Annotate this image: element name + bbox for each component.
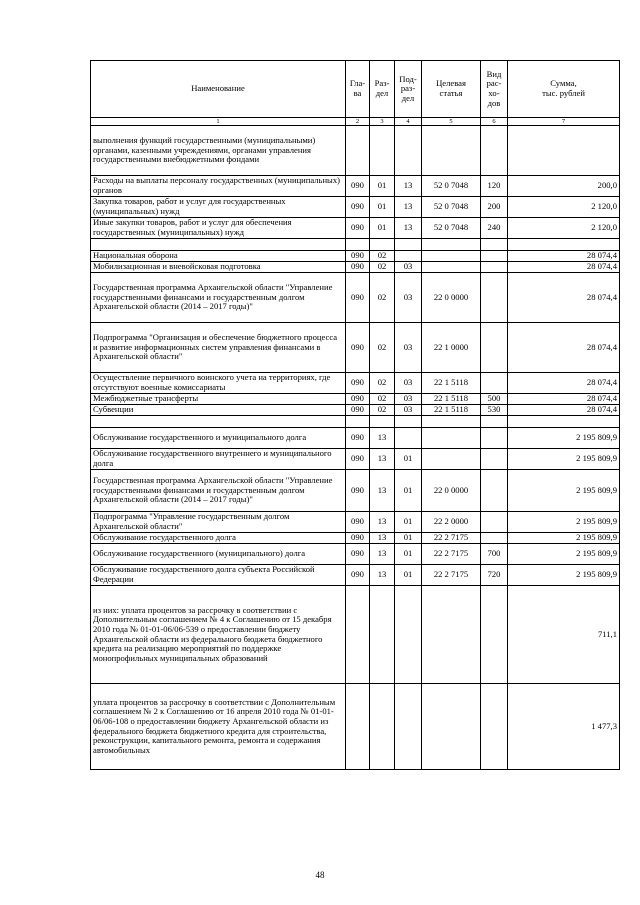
cell-name: Мобилизационная и вневойсковая подготовка bbox=[91, 262, 346, 273]
cell-summa: 2 195 809,9 bbox=[508, 449, 620, 470]
cell-tselevaya-statya bbox=[422, 449, 481, 470]
cell-name: Обслуживание государственного долга bbox=[91, 533, 346, 544]
cell-name: Межбюджетные трансферты bbox=[91, 394, 346, 405]
cell-vid-rashodov: 530 bbox=[481, 405, 508, 416]
table-row bbox=[91, 470, 620, 512]
cell-tselevaya-statya bbox=[422, 262, 481, 273]
table-row bbox=[91, 273, 620, 323]
cell-summa: 28 074,4 bbox=[508, 323, 620, 373]
cell-podrazdel bbox=[395, 586, 422, 684]
header-name: Наименование bbox=[91, 61, 346, 118]
cell-podrazdel: 13 bbox=[395, 176, 422, 197]
cell-podrazdel: 01 bbox=[395, 533, 422, 544]
cell-name: Расходы на выплаты персоналу государственных (муниципальных) органов bbox=[91, 176, 346, 197]
cell-vid-rashodov bbox=[481, 262, 508, 273]
header-podrazdel: Под- раз- дел bbox=[395, 61, 422, 118]
cell-name: Национальная оборона bbox=[91, 251, 346, 262]
cell-razdel bbox=[370, 586, 395, 684]
cell-tselevaya-statya: 22 1 5118 bbox=[422, 405, 481, 416]
cell-glava: 090 bbox=[346, 533, 370, 544]
cell-razdel: 02 bbox=[370, 405, 395, 416]
cell-glava: 090 bbox=[346, 323, 370, 373]
cell-razdel: 01 bbox=[370, 176, 395, 197]
cell-vid-rashodov bbox=[481, 533, 508, 544]
cell-glava bbox=[346, 586, 370, 684]
empty-cell bbox=[370, 239, 395, 251]
cell-razdel: 13 bbox=[370, 449, 395, 470]
cell-tselevaya-statya: 22 2 7175 bbox=[422, 533, 481, 544]
cell-tselevaya-statya bbox=[422, 126, 481, 176]
cell-vid-rashodov: 240 bbox=[481, 218, 508, 239]
cell-name: Закупка товаров, работ и услуг для государственных (муниципальных) нужд bbox=[91, 197, 346, 218]
cell-tselevaya-statya: 22 1 0000 bbox=[422, 323, 481, 373]
empty-cell bbox=[91, 416, 346, 428]
column-number: 2 bbox=[346, 118, 370, 126]
page-number: 48 bbox=[315, 870, 325, 880]
cell-glava: 090 bbox=[346, 405, 370, 416]
spacer-row bbox=[91, 239, 620, 251]
cell-name: выполнения функций государственными (муниципальными) органами, казенными учреждениями, органами управления государственными внебюджетными фондами bbox=[91, 126, 346, 176]
cell-podrazdel: 01 bbox=[395, 544, 422, 565]
cell-name: Обслуживание государственного долга субъекта Российской Федерации bbox=[91, 565, 346, 586]
table-row bbox=[91, 251, 620, 262]
cell-vid-rashodov: 700 bbox=[481, 544, 508, 565]
cell-razdel: 13 bbox=[370, 428, 395, 449]
cell-vid-rashodov: 500 bbox=[481, 394, 508, 405]
cell-summa: 28 074,4 bbox=[508, 405, 620, 416]
cell-name: Подпрограмма "Управление государственным долгом Архангельской области" bbox=[91, 512, 346, 533]
table-row bbox=[91, 323, 620, 373]
empty-cell bbox=[370, 416, 395, 428]
cell-tselevaya-statya bbox=[422, 428, 481, 449]
cell-tselevaya-statya: 22 0 0000 bbox=[422, 470, 481, 512]
cell-glava: 090 bbox=[346, 176, 370, 197]
cell-podrazdel: 03 bbox=[395, 273, 422, 323]
cell-podrazdel: 01 bbox=[395, 470, 422, 512]
spacer-row bbox=[91, 416, 620, 428]
cell-summa: 1 477,3 bbox=[508, 684, 620, 770]
empty-cell bbox=[346, 416, 370, 428]
cell-glava bbox=[346, 684, 370, 770]
cell-podrazdel bbox=[395, 684, 422, 770]
cell-podrazdel: 03 bbox=[395, 373, 422, 394]
table-header-row bbox=[91, 61, 620, 118]
cell-razdel: 02 bbox=[370, 251, 395, 262]
cell-podrazdel: 01 bbox=[395, 449, 422, 470]
cell-summa: 2 195 809,9 bbox=[508, 565, 620, 586]
cell-glava: 090 bbox=[346, 565, 370, 586]
cell-tselevaya-statya: 22 2 7175 bbox=[422, 565, 481, 586]
cell-tselevaya-statya: 22 2 7175 bbox=[422, 544, 481, 565]
cell-vid-rashodov bbox=[481, 586, 508, 684]
cell-summa: 28 074,4 bbox=[508, 394, 620, 405]
cell-podrazdel bbox=[395, 428, 422, 449]
cell-vid-rashodov bbox=[481, 273, 508, 323]
cell-name: Подпрограмма "Организация и обеспечение бюджетного процесса и развитие информационных систем управления финансами в Архангельской области" bbox=[91, 323, 346, 373]
cell-summa: 2 120,0 bbox=[508, 197, 620, 218]
cell-name: Обслуживание государственного внутреннего и муниципального долга bbox=[91, 449, 346, 470]
empty-cell bbox=[422, 239, 481, 251]
cell-vid-rashodov: 200 bbox=[481, 197, 508, 218]
cell-podrazdel: 13 bbox=[395, 197, 422, 218]
cell-podrazdel: 03 bbox=[395, 323, 422, 373]
cell-razdel: 01 bbox=[370, 197, 395, 218]
table-row bbox=[91, 405, 620, 416]
cell-razdel bbox=[370, 126, 395, 176]
cell-name: Обслуживание государственного (муниципального) долга bbox=[91, 544, 346, 565]
cell-tselevaya-statya bbox=[422, 251, 481, 262]
column-number: 3 bbox=[370, 118, 395, 126]
table-body bbox=[91, 126, 620, 770]
column-number: 5 bbox=[422, 118, 481, 126]
cell-razdel: 02 bbox=[370, 373, 395, 394]
cell-vid-rashodov bbox=[481, 126, 508, 176]
cell-summa: 2 195 809,9 bbox=[508, 512, 620, 533]
header-razdel: Раз- дел bbox=[370, 61, 395, 118]
cell-tselevaya-statya: 22 1 5118 bbox=[422, 373, 481, 394]
empty-cell bbox=[395, 416, 422, 428]
cell-glava bbox=[346, 126, 370, 176]
table-row bbox=[91, 512, 620, 533]
cell-summa: 28 074,4 bbox=[508, 273, 620, 323]
cell-tselevaya-statya: 52 0 7048 bbox=[422, 176, 481, 197]
empty-cell bbox=[508, 416, 620, 428]
cell-summa: 28 074,4 bbox=[508, 251, 620, 262]
cell-tselevaya-statya bbox=[422, 684, 481, 770]
cell-tselevaya-statya: 22 0 0000 bbox=[422, 273, 481, 323]
cell-vid-rashodov bbox=[481, 512, 508, 533]
table-row bbox=[91, 262, 620, 273]
cell-razdel bbox=[370, 684, 395, 770]
cell-razdel: 13 bbox=[370, 544, 395, 565]
cell-vid-rashodov bbox=[481, 470, 508, 512]
cell-glava: 090 bbox=[346, 197, 370, 218]
cell-razdel: 02 bbox=[370, 273, 395, 323]
cell-vid-rashodov bbox=[481, 684, 508, 770]
empty-cell bbox=[481, 416, 508, 428]
cell-name: Государственная программа Архангельской области "Управление государственными финансами и государственным долгом Архангельской области (2014 – 2017 годы)" bbox=[91, 273, 346, 323]
cell-summa: 200,0 bbox=[508, 176, 620, 197]
cell-glava: 090 bbox=[346, 449, 370, 470]
cell-razdel: 13 bbox=[370, 470, 395, 512]
cell-name: из них: уплата процентов за рассрочку в соответствии с Дополнительным соглашением № 4 к Соглашению от 15 декабря 2010 года № 01-01-06/06-539 о предоставлении бюджету Архангельской области из федерального бюджета бюджетного кредита на реализацию мероприятий по поддержке монопрофильных муниципальных образований bbox=[91, 586, 346, 684]
header-tselevaya-statya: Целевая статья bbox=[422, 61, 481, 118]
cell-tselevaya-statya: 22 1 5118 bbox=[422, 394, 481, 405]
cell-glava: 090 bbox=[346, 512, 370, 533]
table-row bbox=[91, 684, 620, 770]
table-row bbox=[91, 533, 620, 544]
empty-cell bbox=[508, 239, 620, 251]
cell-tselevaya-statya: 52 0 7048 bbox=[422, 218, 481, 239]
cell-summa: 28 074,4 bbox=[508, 373, 620, 394]
empty-cell bbox=[395, 239, 422, 251]
cell-vid-rashodov bbox=[481, 428, 508, 449]
cell-summa: 711,1 bbox=[508, 586, 620, 684]
cell-tselevaya-statya: 52 0 7048 bbox=[422, 197, 481, 218]
header-summa: Сумма, тыс. рублей bbox=[508, 61, 620, 118]
column-number: 1 bbox=[91, 118, 346, 126]
cell-podrazdel: 03 bbox=[395, 262, 422, 273]
cell-summa: 2 195 809,9 bbox=[508, 544, 620, 565]
cell-glava: 090 bbox=[346, 251, 370, 262]
empty-cell bbox=[91, 239, 346, 251]
cell-vid-rashodov: 120 bbox=[481, 176, 508, 197]
column-number: 4 bbox=[395, 118, 422, 126]
empty-cell bbox=[346, 239, 370, 251]
cell-glava: 090 bbox=[346, 262, 370, 273]
cell-glava: 090 bbox=[346, 373, 370, 394]
cell-razdel: 02 bbox=[370, 262, 395, 273]
cell-podrazdel: 01 bbox=[395, 512, 422, 533]
table-row bbox=[91, 176, 620, 197]
table-row bbox=[91, 449, 620, 470]
cell-summa: 2 195 809,9 bbox=[508, 428, 620, 449]
cell-vid-rashodov bbox=[481, 323, 508, 373]
cell-tselevaya-statya bbox=[422, 586, 481, 684]
cell-razdel: 01 bbox=[370, 218, 395, 239]
cell-glava: 090 bbox=[346, 218, 370, 239]
column-number: 7 bbox=[508, 118, 620, 126]
cell-razdel: 13 bbox=[370, 533, 395, 544]
table-row bbox=[91, 218, 620, 239]
empty-cell bbox=[481, 239, 508, 251]
cell-vid-rashodov: 720 bbox=[481, 565, 508, 586]
cell-summa: 28 074,4 bbox=[508, 262, 620, 273]
cell-glava: 090 bbox=[346, 470, 370, 512]
column-number-row bbox=[91, 118, 620, 126]
cell-podrazdel: 13 bbox=[395, 218, 422, 239]
cell-razdel: 02 bbox=[370, 323, 395, 373]
cell-summa: 2 195 809,9 bbox=[508, 470, 620, 512]
header-vid-rashodov: Вид рас- хо- дов bbox=[481, 61, 508, 118]
table-row bbox=[91, 565, 620, 586]
cell-glava: 090 bbox=[346, 273, 370, 323]
table-row bbox=[91, 544, 620, 565]
cell-razdel: 13 bbox=[370, 512, 395, 533]
table-row bbox=[91, 373, 620, 394]
cell-summa: 2 120,0 bbox=[508, 218, 620, 239]
header-glava: Гла- ва bbox=[346, 61, 370, 118]
cell-name: Государственная программа Архангельской области "Управление государственными финансами и государственным долгом Архангельской области (2014 – 2017 годы)" bbox=[91, 470, 346, 512]
column-number: 6 bbox=[481, 118, 508, 126]
cell-summa: 2 195 809,9 bbox=[508, 533, 620, 544]
cell-name: уплата процентов за рассрочку в соответствии с Дополнительным соглашением № 2 к Соглашению от 16 апреля 2010 года № 01-01-06/06-108 о предоставлении бюджету Архангельской области из федерального бюджета бюджетного кредита для строительства, реконструкции, капитального ремонта, ремонта и содержания автомобильных bbox=[91, 684, 346, 770]
cell-podrazdel: 03 bbox=[395, 405, 422, 416]
empty-cell bbox=[422, 416, 481, 428]
cell-glava: 090 bbox=[346, 428, 370, 449]
cell-podrazdel: 03 bbox=[395, 394, 422, 405]
table-row bbox=[91, 197, 620, 218]
table-row bbox=[91, 586, 620, 684]
cell-glava: 090 bbox=[346, 544, 370, 565]
cell-name: Иные закупки товаров, работ и услуг для обеспечения государственных (муниципальных) нужд bbox=[91, 218, 346, 239]
cell-vid-rashodov bbox=[481, 251, 508, 262]
cell-glava: 090 bbox=[346, 394, 370, 405]
cell-summa bbox=[508, 126, 620, 176]
cell-vid-rashodov bbox=[481, 373, 508, 394]
cell-podrazdel bbox=[395, 126, 422, 176]
cell-tselevaya-statya: 22 2 0000 bbox=[422, 512, 481, 533]
budget-table bbox=[90, 60, 620, 770]
cell-name: Субвенции bbox=[91, 405, 346, 416]
cell-vid-rashodov bbox=[481, 449, 508, 470]
cell-podrazdel: 01 bbox=[395, 565, 422, 586]
cell-name: Осуществление первичного воинского учета на территориях, где отсутствуют военные комиссариаты bbox=[91, 373, 346, 394]
cell-podrazdel bbox=[395, 251, 422, 262]
table-row bbox=[91, 126, 620, 176]
cell-name: Обслуживание государственного и муниципального долга bbox=[91, 428, 346, 449]
cell-razdel: 02 bbox=[370, 394, 395, 405]
table-row bbox=[91, 394, 620, 405]
cell-razdel: 13 bbox=[370, 565, 395, 586]
table-row bbox=[91, 428, 620, 449]
